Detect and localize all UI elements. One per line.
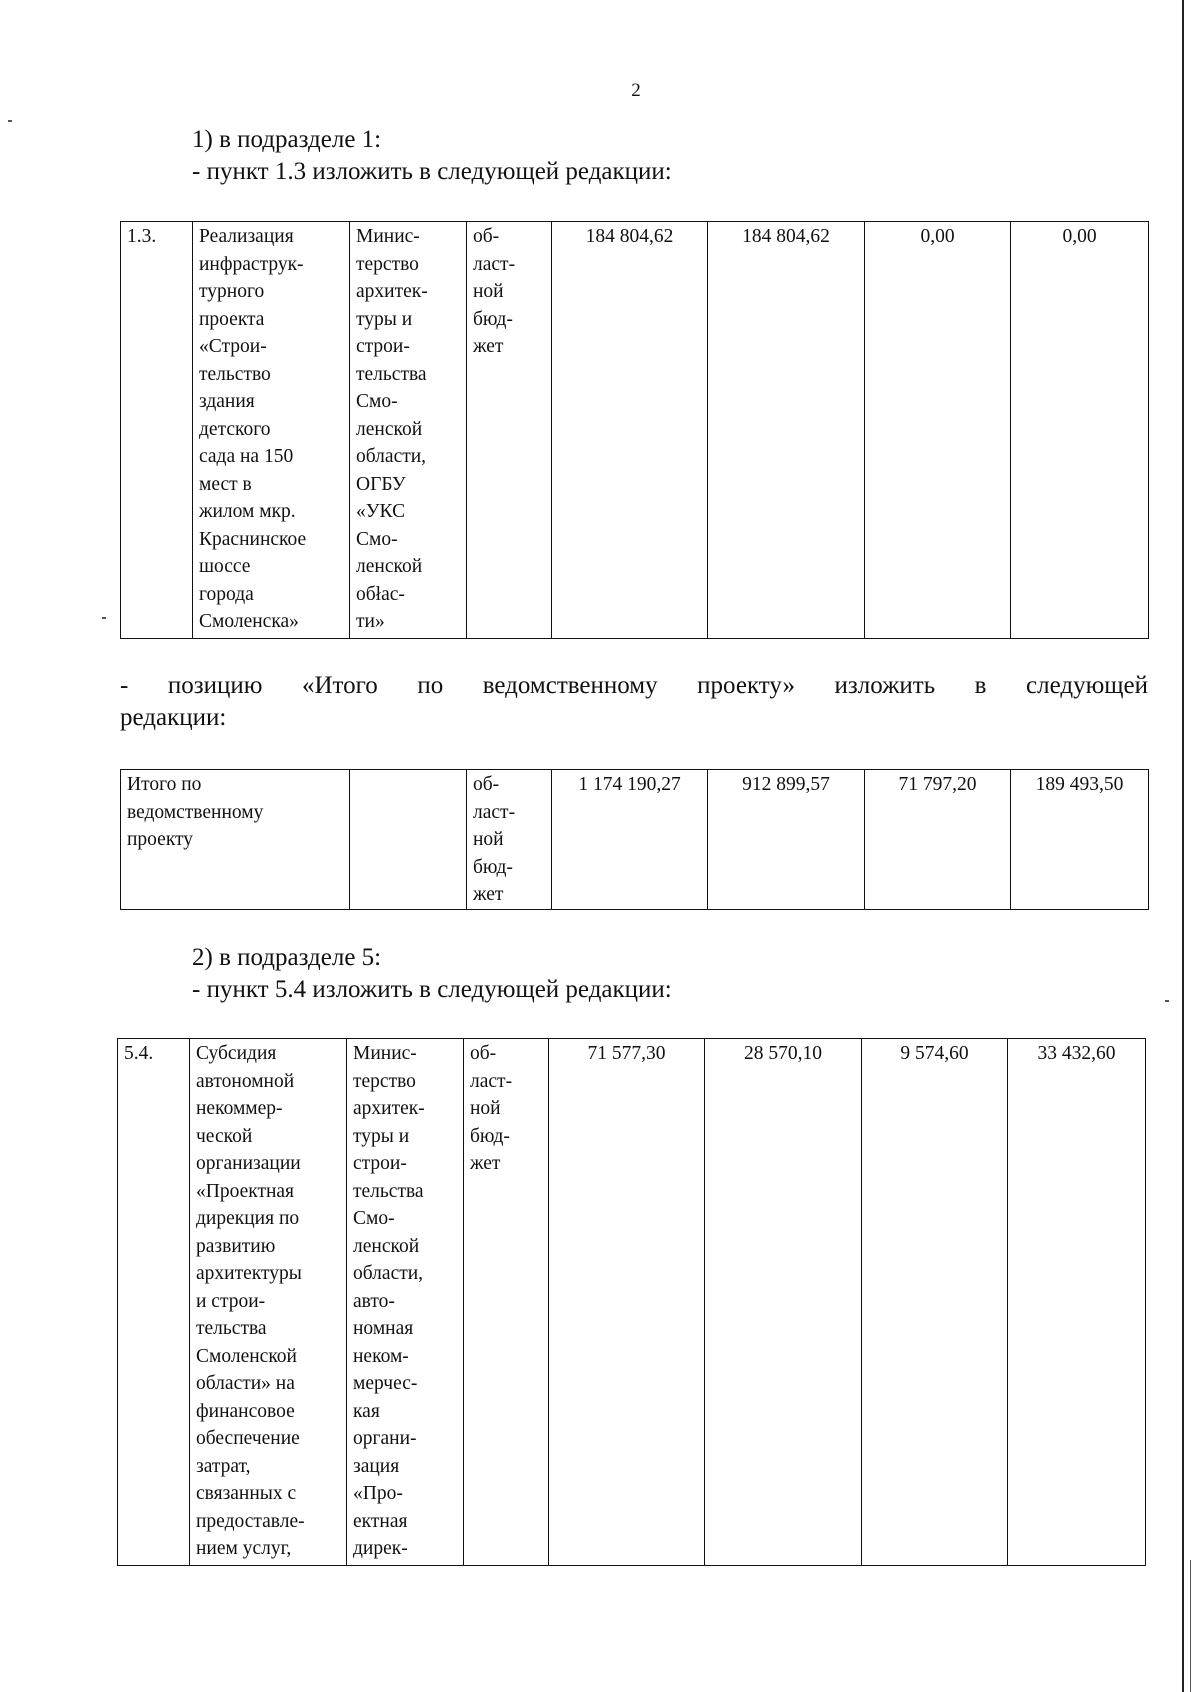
- table-item-5-4: [117, 1038, 1146, 1566]
- value-year-2: 71 797,20: [865, 770, 1011, 910]
- item-name: Субсидия автономной некоммер- ческой организации «Проектная дирекция по развитию архитектуры и строи- тельства Смоленской области» на финансовое обеспечение затрат, связанных с предоставле- нием услуг,: [190, 1039, 347, 1566]
- item-executor: Минис- терство архитек- туры и строи- тельства Смо- ленской области, ОГБУ «УКС Смо- ленской обłас- ти»: [350, 222, 467, 639]
- funding-source: об- ласт- ной бюд- жет: [464, 1039, 549, 1566]
- scan-speck: [102, 617, 106, 619]
- subsection-1-heading: 1) в подразделе 1:: [192, 126, 382, 153]
- table-total-project: [120, 769, 1149, 910]
- value-total: 1 174 190,27: [552, 770, 708, 910]
- scan-speck: [1165, 1000, 1169, 1002]
- value-year-3: 189 493,50: [1011, 770, 1149, 910]
- position-instruction: [120, 670, 1148, 734]
- value-total: 71 577,30: [549, 1039, 705, 1566]
- value-year-3: 33 432,60: [1008, 1039, 1146, 1566]
- item-executor: Минис- терство архитек- туры и строи- тельства Смо- ленской области, авто- номная неком- мерчес- кая органи- зация «Про- ектная дирек-: [347, 1039, 464, 1566]
- empty-cell: [350, 770, 467, 910]
- subsection-2-instruction: - пункт 5.4 изложить в следующей редакции:: [192, 976, 672, 1003]
- item-number: 5.4.: [118, 1039, 190, 1566]
- scan-edge-line: [1182, 0, 1184, 1692]
- page-number: 2: [631, 80, 641, 101]
- subsection-1-instruction: - пункт 1.3 изложить в следующей редакции:: [192, 158, 672, 185]
- value-year-2: 0,00: [865, 222, 1011, 639]
- value-year-1: 184 804,62: [708, 222, 865, 639]
- subsection-2-heading: 2) в подразделе 5:: [192, 944, 382, 971]
- scan-edge-line-secondary: [1190, 1560, 1191, 1692]
- position-instruction-line-1: - позицию «Итого по ведомственному проекту» изложить в следующей: [120, 672, 1148, 699]
- total-label: Итого по ведомственному проекту: [121, 770, 350, 910]
- table-row: [121, 770, 1149, 910]
- item-name: Реализация инфраструк- турного проекта «Строи- тельство здания детского сада на 150 мест в жилом мкр. Краснинское шоссе города Смоленска»: [193, 222, 350, 639]
- funding-source: об- ласт- ной бюд- жет: [467, 222, 552, 639]
- scan-speck: [8, 120, 12, 122]
- item-number: 1.3.: [121, 222, 193, 639]
- value-total: 184 804,62: [552, 222, 708, 639]
- value-year-1: 912 899,57: [708, 770, 865, 910]
- table-row: [121, 222, 1149, 639]
- funding-source: об- ласт- ной бюд- жет: [467, 770, 552, 910]
- value-year-2: 9 574,60: [862, 1039, 1008, 1566]
- table-row: [118, 1039, 1146, 1566]
- value-year-3: 0,00: [1011, 222, 1149, 639]
- table-item-1-3: [120, 221, 1149, 639]
- value-year-1: 28 570,10: [705, 1039, 862, 1566]
- position-instruction-line-2: редакции:: [120, 704, 227, 731]
